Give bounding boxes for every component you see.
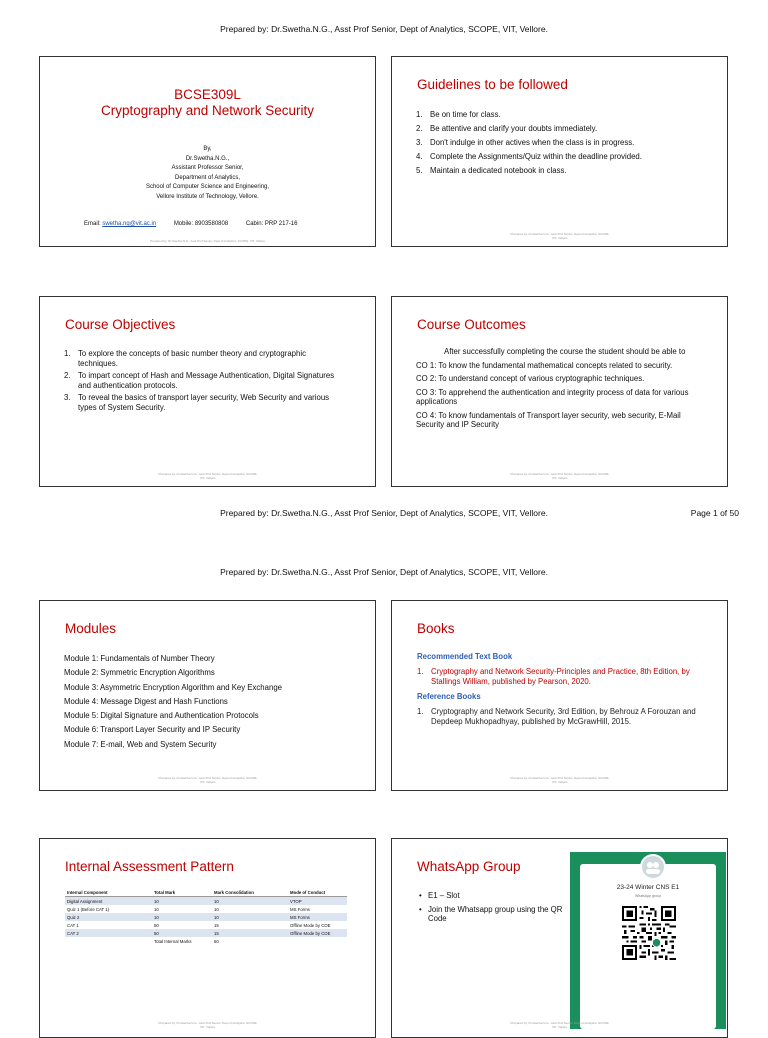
slide-title: Course Outcomes: [417, 317, 526, 332]
table-row: [65, 905, 347, 913]
objectives-list: [64, 349, 347, 415]
slide-objectives: [39, 296, 376, 487]
table-cell: Total Internal Marks: [154, 938, 192, 944]
list-item: 2. To impart concept of Hash and Message Authentication, Digital Signatures and authentication protocols.: [64, 371, 335, 390]
outcome-item: CO 4: To know fundamentals of Transport layer security, web security, E-Mail Security and IP Security: [416, 410, 681, 429]
slide-title: Guidelines to be followed: [417, 77, 568, 92]
column-header: Total Mark: [152, 889, 212, 897]
author-name: Dr.Swetha.N.G.,: [185, 155, 230, 162]
books-body: [417, 652, 701, 732]
table-cell: 60: [214, 938, 219, 944]
list-item: Module 2: Symmetric Encryption Algorithms: [64, 668, 215, 678]
cover-title: [40, 87, 375, 119]
list-item: 2. Be attentive and clarify your doubts immediately.: [416, 124, 598, 133]
text-book-item: 1. Cryptography and Network Security-Principles and Practice, 8th Edition, by Stallings William, published by Pearson, 2020.: [417, 667, 690, 686]
email-link[interactable]: swetha.ng@vit.ac.in: [102, 221, 157, 227]
table-row: [65, 921, 347, 929]
slide-footer: Prepared by: Dr.Swetha.N.G., Asst Prof Senior, Dept of Analytics, SCOPE, VIT, Vellore.: [158, 776, 258, 784]
table-row-total: [65, 937, 347, 945]
author-by: By,: [203, 146, 212, 152]
whatsapp-qr-card: [570, 852, 726, 1029]
course-title: Cryptography and Network Security: [100, 103, 315, 118]
table-cell: 15: [214, 922, 219, 928]
reference-heading: Reference Books: [417, 692, 481, 701]
modules-list: [64, 652, 282, 752]
table-cell: [288, 937, 347, 945]
table-row: [65, 913, 347, 921]
list-item: Module 6: Transport Layer Security and IP Security: [64, 725, 241, 735]
outcome-item: CO 2: To understand concept of various cryptographic techniques.: [416, 374, 645, 383]
table-cell: 10: [212, 897, 288, 906]
email-label: Email:: [84, 221, 101, 227]
group-subtitle: WhatsApp group: [634, 894, 662, 898]
table-cell: MS Forms: [288, 913, 347, 921]
text-book-heading: Recommended Text Book: [417, 652, 513, 661]
contact-line: [84, 221, 297, 227]
slide-assessment: [39, 838, 376, 1038]
column-header: Mark Consolidation: [212, 889, 288, 897]
slide-modules: [39, 600, 376, 791]
group-name: 23-24 Winter CNS E1: [616, 884, 680, 891]
assessment-table: [65, 889, 347, 945]
qr-panel: [580, 864, 716, 1029]
outcomes-intro: After successfully completing the course the student should be able to: [444, 347, 686, 356]
table-cell: 15: [212, 929, 288, 937]
author-institute: Vellore Institute of Technology, Vellore.: [156, 193, 259, 200]
slide-title: Internal Assessment Pattern: [65, 859, 234, 874]
slide-title: WhatsApp Group: [417, 859, 521, 874]
page-header-second: Prepared by: Dr.Swetha.N.G., Asst Prof Senior, Dept of Analytics, SCOPE, VIT, Vellore.: [220, 567, 548, 577]
page-footer: Prepared by: Dr.Swetha.N.G., Asst Prof Senior, Dept of Analytics, SCOPE, VIT, Vellore.: [220, 508, 548, 518]
outcome-item: CO 1: To know the fundamental mathematical concepts related to security.: [416, 360, 673, 370]
guidelines-list: [416, 110, 699, 180]
table-cell: [65, 937, 152, 945]
author-block: [40, 145, 375, 202]
slide-footer: Prepared by: Dr.Swetha.N.G., Asst Prof Senior, Dept of Analytics, SCOPE, VIT, Vellore.: [510, 232, 610, 240]
slide-footer: Prepared by: Dr.Swetha.N.G., Asst Prof Senior, Dept of Analytics, SCOPE, VIT, Vellore.: [158, 1021, 258, 1029]
list-item: 1. To explore the concepts of basic number theory and cryptographic techniques.: [64, 349, 306, 368]
table-cell: 50: [152, 929, 212, 937]
group-avatar-icon: [640, 854, 666, 880]
list-item: 4. Complete the Assignments/Quiz within the deadline provided.: [416, 152, 642, 161]
course-code: BCSE309L: [174, 87, 241, 102]
table-cell: Quiz 1 (Before CAT 1): [67, 906, 110, 912]
list-item: Module 4: Message Digest and Hash Functions: [64, 696, 228, 706]
slide-title: Books: [417, 621, 455, 636]
table-cell: Quiz 2: [65, 913, 152, 921]
table-cell: Digital Assignment: [65, 897, 152, 906]
column-header: Mode of Conduct: [288, 889, 347, 897]
list-item: • E1 – Slot: [419, 891, 460, 900]
list-item: 3. To reveal the basics of transport layer security, Web Security and various types of System Security.: [64, 393, 330, 412]
qr-code-icon[interactable]: [622, 906, 676, 960]
table-cell: VTOP: [288, 897, 347, 906]
table-cell: Offline Mode by COE: [290, 922, 331, 928]
whatsapp-bullets: [419, 891, 564, 928]
outcome-item: CO 3: To apprehend the authentication and integrity process of data for various applications: [416, 387, 689, 406]
author-role: Assistant Professor Senior,: [171, 165, 244, 171]
list-item: 1. Be on time for class.: [416, 110, 501, 119]
list-item: Module 3: Asymmetric Encryption Algorithm and Key Exchange: [64, 682, 282, 692]
slide-footer: Prepared by: Dr.Swetha.N.G., Asst Prof Senior, Dept of Analytics, SCOPE, VIT, Vellore.: [150, 239, 266, 243]
slide-footer: Prepared by: Dr.Swetha.N.G., Asst Prof Senior, Dept of Analytics, SCOPE, VIT, Vellore.: [510, 472, 610, 480]
slide-title: Modules: [65, 621, 117, 636]
slide-footer: Prepared by: Dr.Swetha.N.G., Asst Prof Senior, Dept of Analytics, SCOPE, VIT, Vellore.: [158, 472, 258, 480]
list-item: 5. Maintain a dedicated notebook in class.: [416, 166, 567, 175]
table-header-row: [65, 889, 347, 897]
author-school: School of Computer Science and Engineering,: [145, 184, 270, 190]
table-row: [65, 929, 347, 937]
slide-footer: Prepared by: Dr.Swetha.N.G., Asst Prof Senior, Dept of Analytics, SCOPE, VIT, Vellore.: [510, 776, 610, 784]
list-item: Module 7: E-mail, Web and System Security: [64, 739, 217, 749]
table-cell: CAT 2: [65, 929, 152, 937]
table-cell: 10: [212, 913, 288, 921]
page-number: Page 1 of 50: [690, 508, 739, 518]
page-header-top: Prepared by: Dr.Swetha.N.G., Asst Prof Senior, Dept of Analytics, SCOPE, VIT, Vellore.: [220, 24, 548, 34]
list-item: • Join the Whatsapp group using the QR Code: [419, 904, 563, 923]
table-cell: 50: [154, 922, 159, 928]
outcomes-body: [416, 347, 705, 434]
slide-cover: [39, 56, 376, 247]
table-cell: 10: [152, 913, 212, 921]
mobile-number: Mobile: 8903580808: [173, 221, 229, 227]
slide-books: [391, 600, 728, 791]
column-header: Internal Component: [65, 889, 152, 897]
slide-guidelines: [391, 56, 728, 247]
slide-whatsapp: [391, 838, 728, 1038]
list-item: 3. Don't indulge in other actives when the class is in progress.: [416, 138, 635, 147]
table-cell: 10: [152, 897, 212, 906]
list-item: Module 5: Digital Signature and Authentication Protocols: [64, 711, 259, 721]
table-row: [65, 897, 347, 906]
slide-outcomes: [391, 296, 728, 487]
reference-item: 1. Cryptography and Network Security, 3rd Edition, by Behrouz A Forouzan and Depdeep Mukhopadhyay, published by McGrawHill, 2015.: [417, 707, 696, 726]
author-dept: Department of Analytics,: [174, 174, 241, 181]
table-cell: MS Forms: [290, 906, 310, 912]
slide-footer: Prepared by: Dr.Swetha.N.G., Asst Prof Senior, Dept of Analytics, SCOPE, VIT, Vellore.: [510, 1021, 610, 1029]
table-cell: 10: [214, 906, 219, 912]
table-cell: CAT 1: [67, 922, 79, 928]
cabin-number: Cabin: PRP 217-16: [245, 221, 298, 227]
table-cell: 10: [154, 906, 159, 912]
table-cell: Offline Mode by COE: [288, 929, 347, 937]
slide-title: Course Objectives: [65, 317, 176, 332]
list-item: Module 1: Fundamentals of Number Theory: [64, 654, 215, 663]
